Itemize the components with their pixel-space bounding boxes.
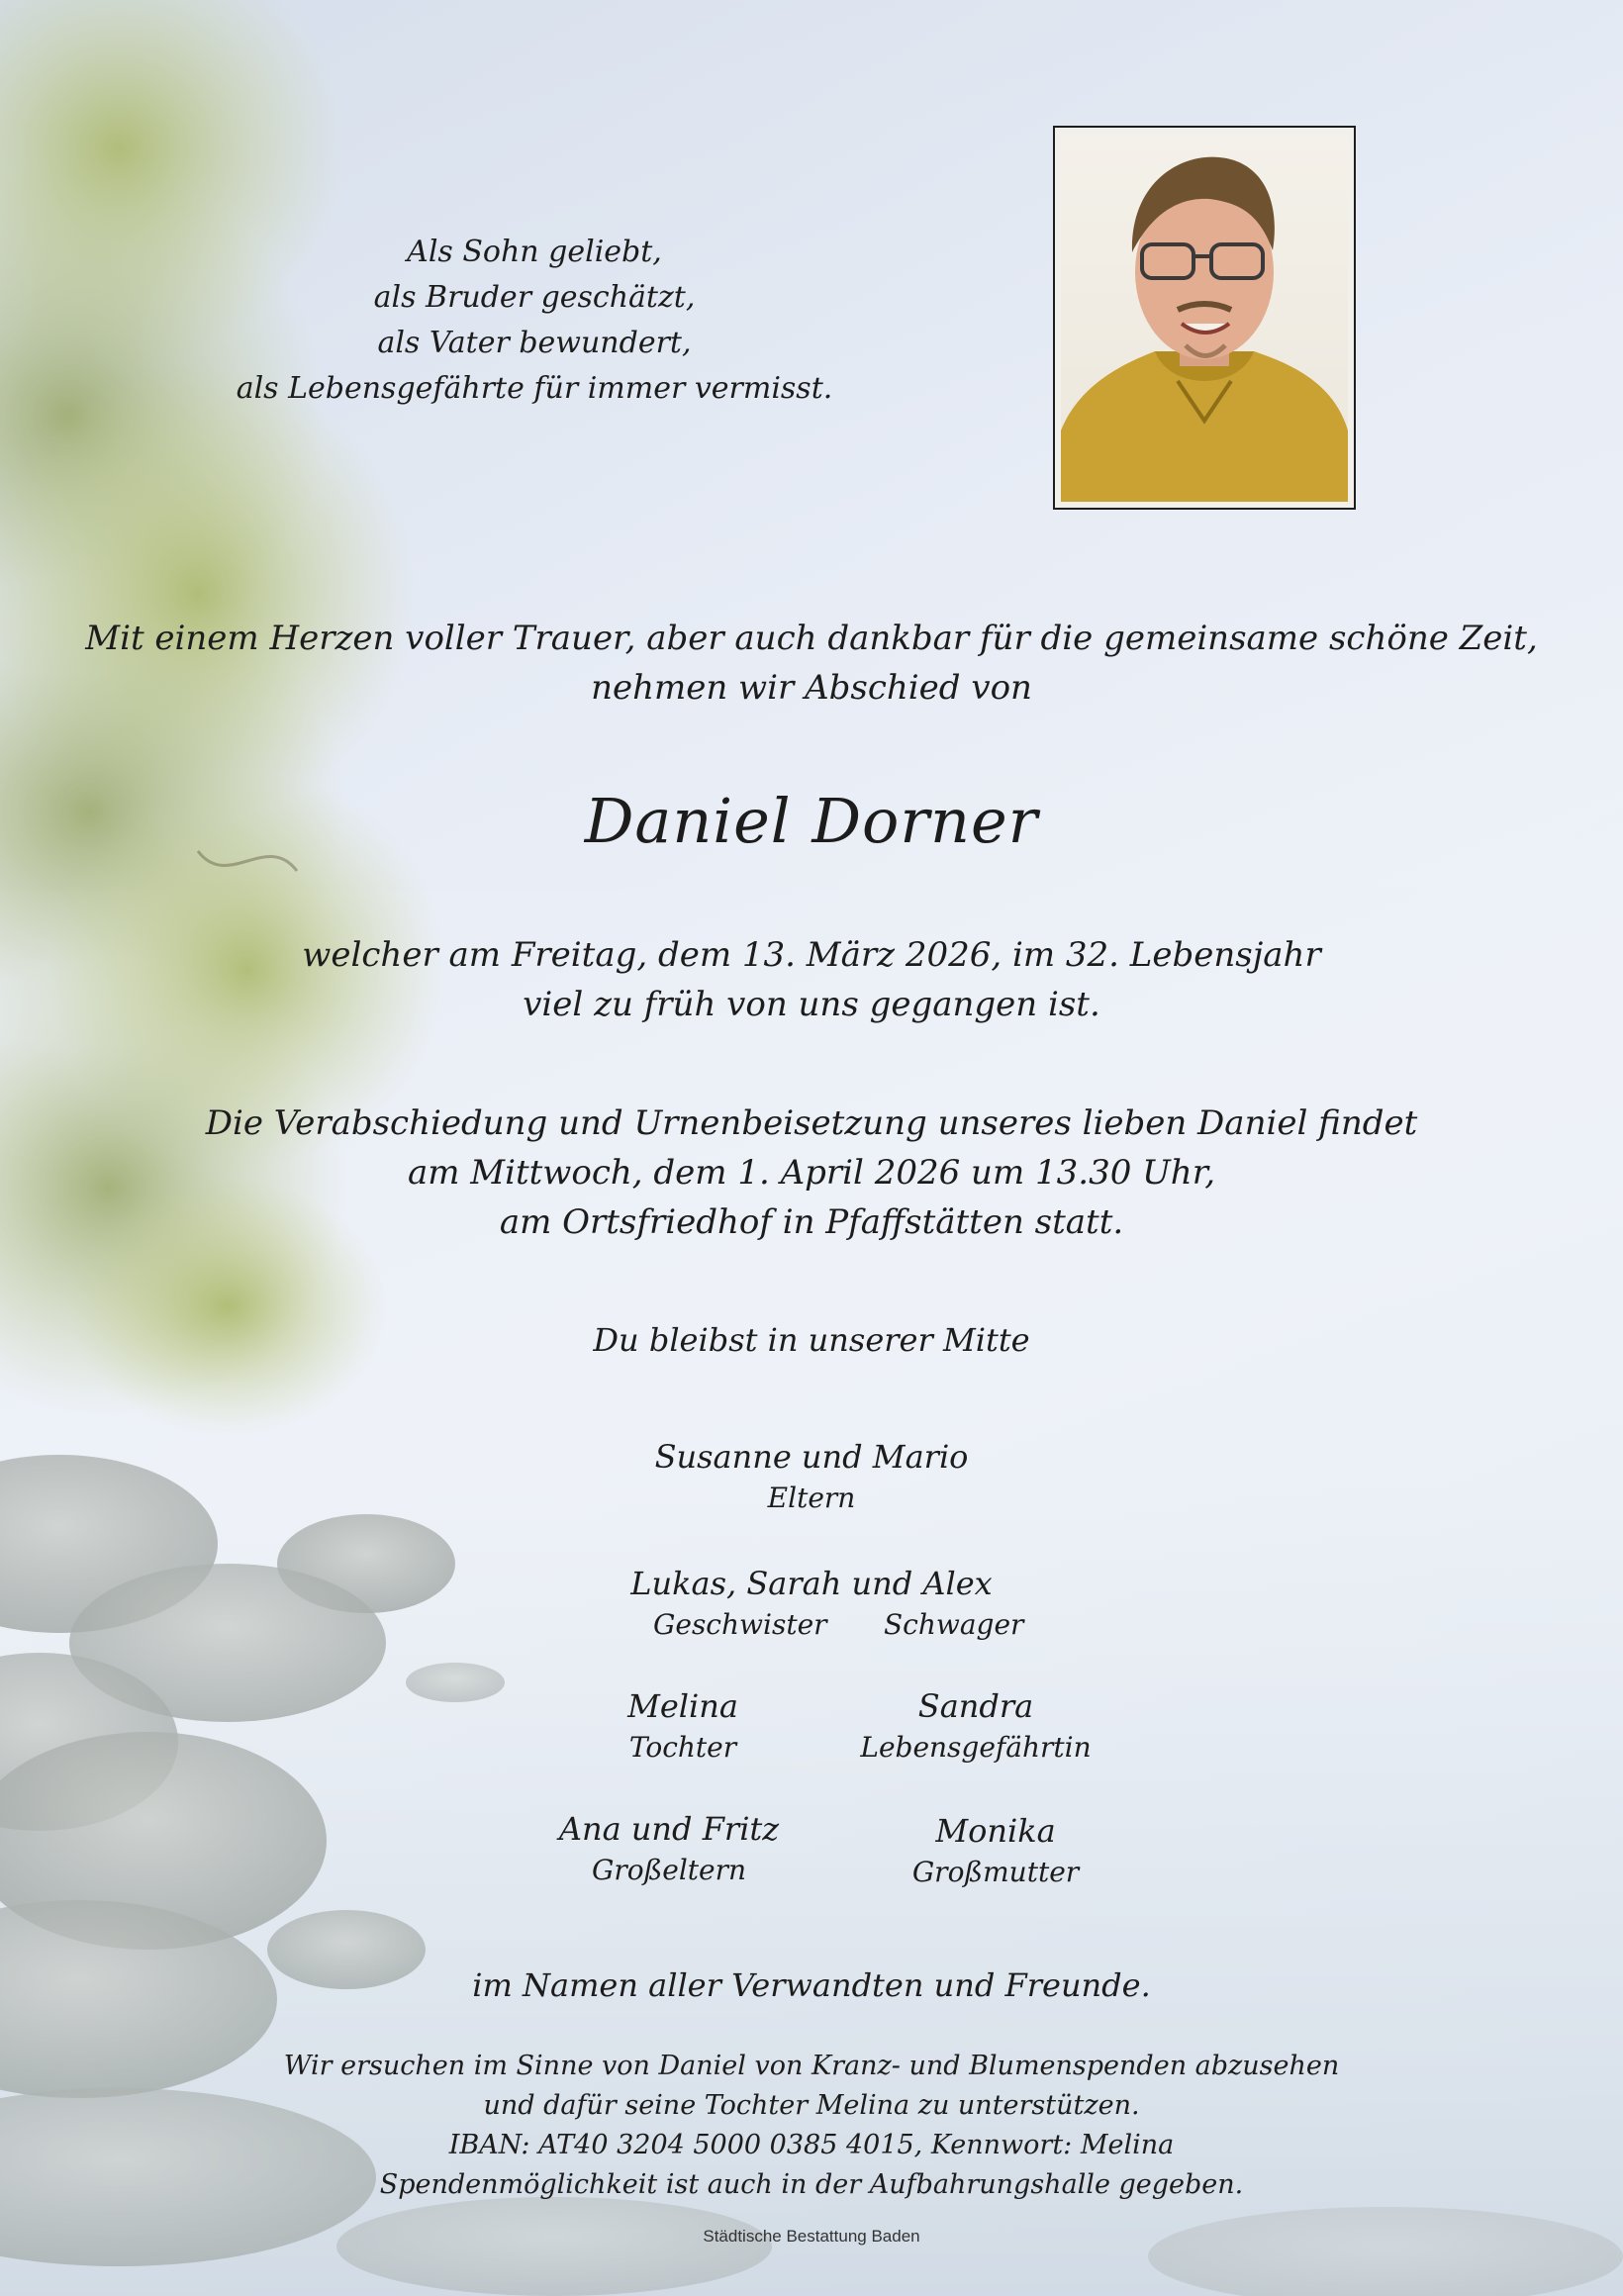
mourner-inlaw-role: Schwager	[884, 1608, 1024, 1641]
mourner-role: Lebensgefährtin	[860, 1731, 1092, 1764]
mourner-name: Monika	[935, 1812, 1056, 1850]
mourner-role: Eltern	[767, 1482, 856, 1514]
intro-line: Mit einem Herzen voller Trauer, aber auch dankbar für die gemeinsame schöne Zeit,	[85, 619, 1538, 658]
opening-poem	[228, 230, 841, 412]
death-notice-line: welcher am Freitag, dem 13. März 2026, im 32. Lebensjahr	[302, 935, 1321, 975]
donation-note	[0, 2047, 1623, 2205]
mourner-role: Tochter	[628, 1731, 737, 1764]
donation-line: IBAN: AT40 3204 5000 0385 4015, Kennwort: Melina	[448, 2130, 1175, 2160]
donation-line: Wir ersuchen im Sinne von Daniel von Kranz- und Blumenspenden abzusehen	[283, 2051, 1340, 2081]
death-notice	[0, 930, 1623, 1029]
undertaker-credit: Städtische Bestattung Baden	[703, 2227, 920, 2246]
poem-line: Als Sohn geliebt,	[407, 235, 662, 269]
ceremony-line: am Ortsfriedhof in Pfaffstätten statt.	[499, 1202, 1124, 1242]
remain-line: Du bleibst in unserer Mitte	[593, 1321, 1030, 1359]
poem-line: als Bruder geschätzt,	[373, 280, 696, 315]
deceased-name: Daniel Dorner	[584, 785, 1039, 857]
mourner-role: Großmutter	[911, 1856, 1080, 1888]
mourner-parents	[594, 1435, 1029, 1518]
intro-text	[0, 614, 1623, 713]
poem-line: als Vater bewundert,	[377, 326, 692, 360]
donation-line: und dafür seine Tochter Melina zu unterstützen.	[483, 2090, 1140, 2121]
ceremony-details	[0, 1099, 1623, 1247]
portrait-photo	[1053, 126, 1356, 510]
mourner-name: Ana und Fritz	[558, 1810, 780, 1848]
ceremony-line: Die Verabschiedung und Urnenbeisetzung unseres lieben Daniel findet	[205, 1103, 1418, 1143]
mourner-grandmother	[778, 1809, 1213, 1892]
mourner-role: Großeltern	[591, 1854, 747, 1886]
donation-line: Spendenmöglichkeit ist auch in der Aufbahrungshalle gegeben.	[379, 2169, 1244, 2200]
mourner-name: Susanne und Mario	[654, 1438, 969, 1476]
intro-line: nehmen wir Abschied von	[591, 668, 1032, 708]
death-notice-line: viel zu früh von uns gegangen ist.	[523, 985, 1100, 1024]
ceremony-line: am Mittwoch, dem 1. April 2026 um 13.30 Uhr,	[407, 1153, 1216, 1193]
mourner-partner	[758, 1684, 1193, 1768]
mourner-name: Sandra	[917, 1687, 1034, 1725]
portrait-image	[1061, 134, 1348, 502]
poem-line: als Lebensgefährte für immer vermisst.	[236, 371, 833, 406]
all-relatives-line: im Namen aller Verwandten und Freunde.	[472, 1966, 1151, 2004]
mourner-name: Melina	[627, 1687, 738, 1725]
mourner-siblings-name: Lukas, Sarah und Alex	[630, 1565, 993, 1602]
mourner-siblings-role: Geschwister	[653, 1608, 827, 1641]
